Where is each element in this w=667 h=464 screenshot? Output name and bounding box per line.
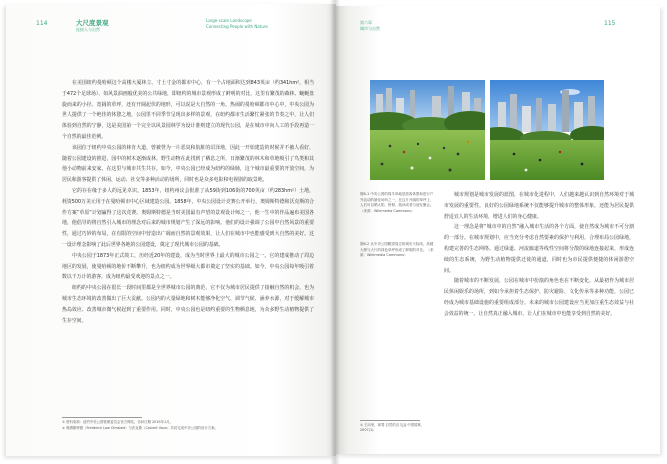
- right-paragraph: 这一理念是将“城市中的自然”融入城市生活的各个方面，使自然成为城市不可分割的一部分。在城市规划中，应当充分考虑自然要素的保护与利用，合理布局公园绿地，构建完善的生态网络。通过绿道、河流廊道等线性空间将分散的绿地连接起来，形成连续的生态系统，为野生动植物提供迁徙的通道，同时也为市民提供便捷的休闲游憩空间。: [444, 224, 634, 274]
- figure-caption-1: 图6-1 中央公园的绵羊草地是游客休憩和进行户外活动的最佳场所之一，在这片开阔的草坪上，人们可以晒太阳、野餐、阅读或者与朋友聚会。（来源：Wikimedia Commons）: [360, 192, 434, 213]
- chapter-title: 大尺度景观: [76, 19, 109, 27]
- right-footnote: ① 王向荣，林箐.自然的含义[J].中国园林，2007(1).: [360, 423, 425, 432]
- footnote-rule: [62, 417, 142, 418]
- running-head-chapter: 第六章: [360, 20, 372, 25]
- central-park-lawn-photo: [370, 80, 485, 180]
- left-body-text: [62, 78, 314, 414]
- left-paragraph: 该园位于纽约中央公园的林肯大道，曾被誉为一片恶臭和肮脏的沼泽地，因此一开始建造的时候并不被人看好，随着公园建设的推进，园中的树木逐渐成林。野生动物在此找到了栖息之所，日渐繁茂的林木和草地吸引了鸟类和其他小动物前来安家，在这里与城市共生共存。如今，中央公园已经成为纽约的绿肺，这个城市最重要的开放空间，为居民和游客提供了休闲、运动、社交等多种活动的场所，同时也是众多电影和电视剧的取景地。: [62, 144, 314, 184]
- right-paragraph: 随着城市的不断发展，公园在城市中扮演的角色也在不断变化。从最初作为城市居民休闲娱乐的场所，到如今承担着生态保护、防灾避险、文化传承等多种功能，公园已经成为城市基础设施的重要组成部分。未来的城市公园建设应当更加注重生态效益与社会效益的统一，让自然真正融入城市，让人们在城市中也能享受到自然的美好。: [444, 278, 634, 317]
- right-page-number: 115: [604, 20, 616, 27]
- left-page-number: 114: [36, 20, 48, 27]
- left-footnote-2: ② 奥姆斯特德（Frederick Law Olmsted）与沃克斯（Calvert Vaux）共同完成中央公园的设计方案。: [62, 426, 218, 430]
- left-paragraph: 在美国纽约曼哈顿这个高楼大厦林立、寸土寸金的都市中心，有一个占地面积达到843英亩（约341hm²，相当于472个足球场）、如风景油画般优美的公共绿地，即纽约的城市景观形成了鲜明的对比，这里有繁茂的森林、蜿蜒盘旋而来的小径、宽阔的草坪，还有开阔起伏的地形，可以说是大自然的一角。热闹的曼哈顿都市中心中，中央公园为世人提供了一个绝佳的休憩之地，公园里不同季节呈现出多样的景观，在纽约都市生活繁忙紧张的节奏之中，让人们体验到自然的宁静，这是美国第一个完全以风景园林学为设计准则建立的现代公园，是在城市中向人工的手段再造一个自然的最佳范例。: [62, 80, 314, 140]
- book-gutter: [330, 0, 340, 464]
- running-head-en-2: Connecting People with Nature: [206, 24, 268, 29]
- left-footnote-1: ① 资料来源：纽约中央公园管理委员会官方网站，访问日期 2019年1月。: [62, 420, 173, 424]
- right-body-text: [444, 190, 634, 420]
- left-paragraph: 它的存在缘于多人的远见卓识。1853年，纽约州议会批准了从59街到106街的700英亩（约283hm²）土地，耗资500万美元用于在曼哈顿市中心区域建造公园。1858年，中央公园设计竞赛公开举行，奥姆斯特德和沃克斯的合作方案“草原”计划赢得了这次竞赛。奥姆斯特德是当时美国最有声望的景观设计师之一，他一生中的作品遍布美国各地，他倡导的将自然引入城市的理念对后来的城市规划产生了深远的影响。他们的设计强调了公园中自然风景的重要性，通过巧妙的布局，在有限的空间中营造出广阔而自然的景观效果，让人们在城市中也能感受到大自然的美好。这一设计理念影响了此后世界各地的公园建设，奠定了现代城市公园的基础。: [62, 187, 314, 248]
- right-paragraph: 城市规划是城市发展的蓝图，在城市化进程中，人们越来越认识到自然环境对于城市发展的重要性。良好的公园绿地系统不仅能够提升城市的整体形象，还能为居民提供舒适宜人的生活环境，增进人们的身心健康。: [444, 192, 634, 220]
- left-paragraph: 中央公园于1873年正式竣工，历经近20年的建设，成为当时世界上最大的城市公园之一。它的建成推动了周边地区的发展，使曼哈顿的地价不断攀升，也为纽约成为世界级大都市奠定了坚实的基础。如今，中央公园每年吸引着数以千万计的游客，成为纽约最受欢迎的景点之一。: [62, 252, 314, 281]
- figure-caption-2: 图6-2 从中央公园眺望周边的城市天际线，高楼大厦与大片的绿色草坪形成了鲜明的对比。（来源：Wikimedia Commons）: [360, 242, 434, 258]
- right-page: [334, 6, 660, 454]
- right-footnote-rule: [360, 420, 420, 421]
- running-head-subtitle: 城市与自然: [360, 26, 380, 31]
- left-page: [6, 4, 336, 456]
- central-park-skyline-photo: [490, 80, 604, 180]
- running-head-en-1: Large-scale Landscape: [206, 18, 252, 23]
- left-paragraph: 纽约的中央公园在很长一段时间里都是全世界城市公园的典范，它不仅为城市居民提供了接触自然的机会，也为城市生态环境的改善做出了巨大贡献。公园内的大量绿地和树木能够净化空气、调节气候、涵养水源，对于缓解城市热岛效应、改善城市微气候起到了重要作用。同时，中央公园也是纽约重要的生物栖息地，为众多野生动植物提供了生存空间。: [62, 285, 314, 324]
- chapter-subtitle: 连接人与自然: [76, 27, 100, 32]
